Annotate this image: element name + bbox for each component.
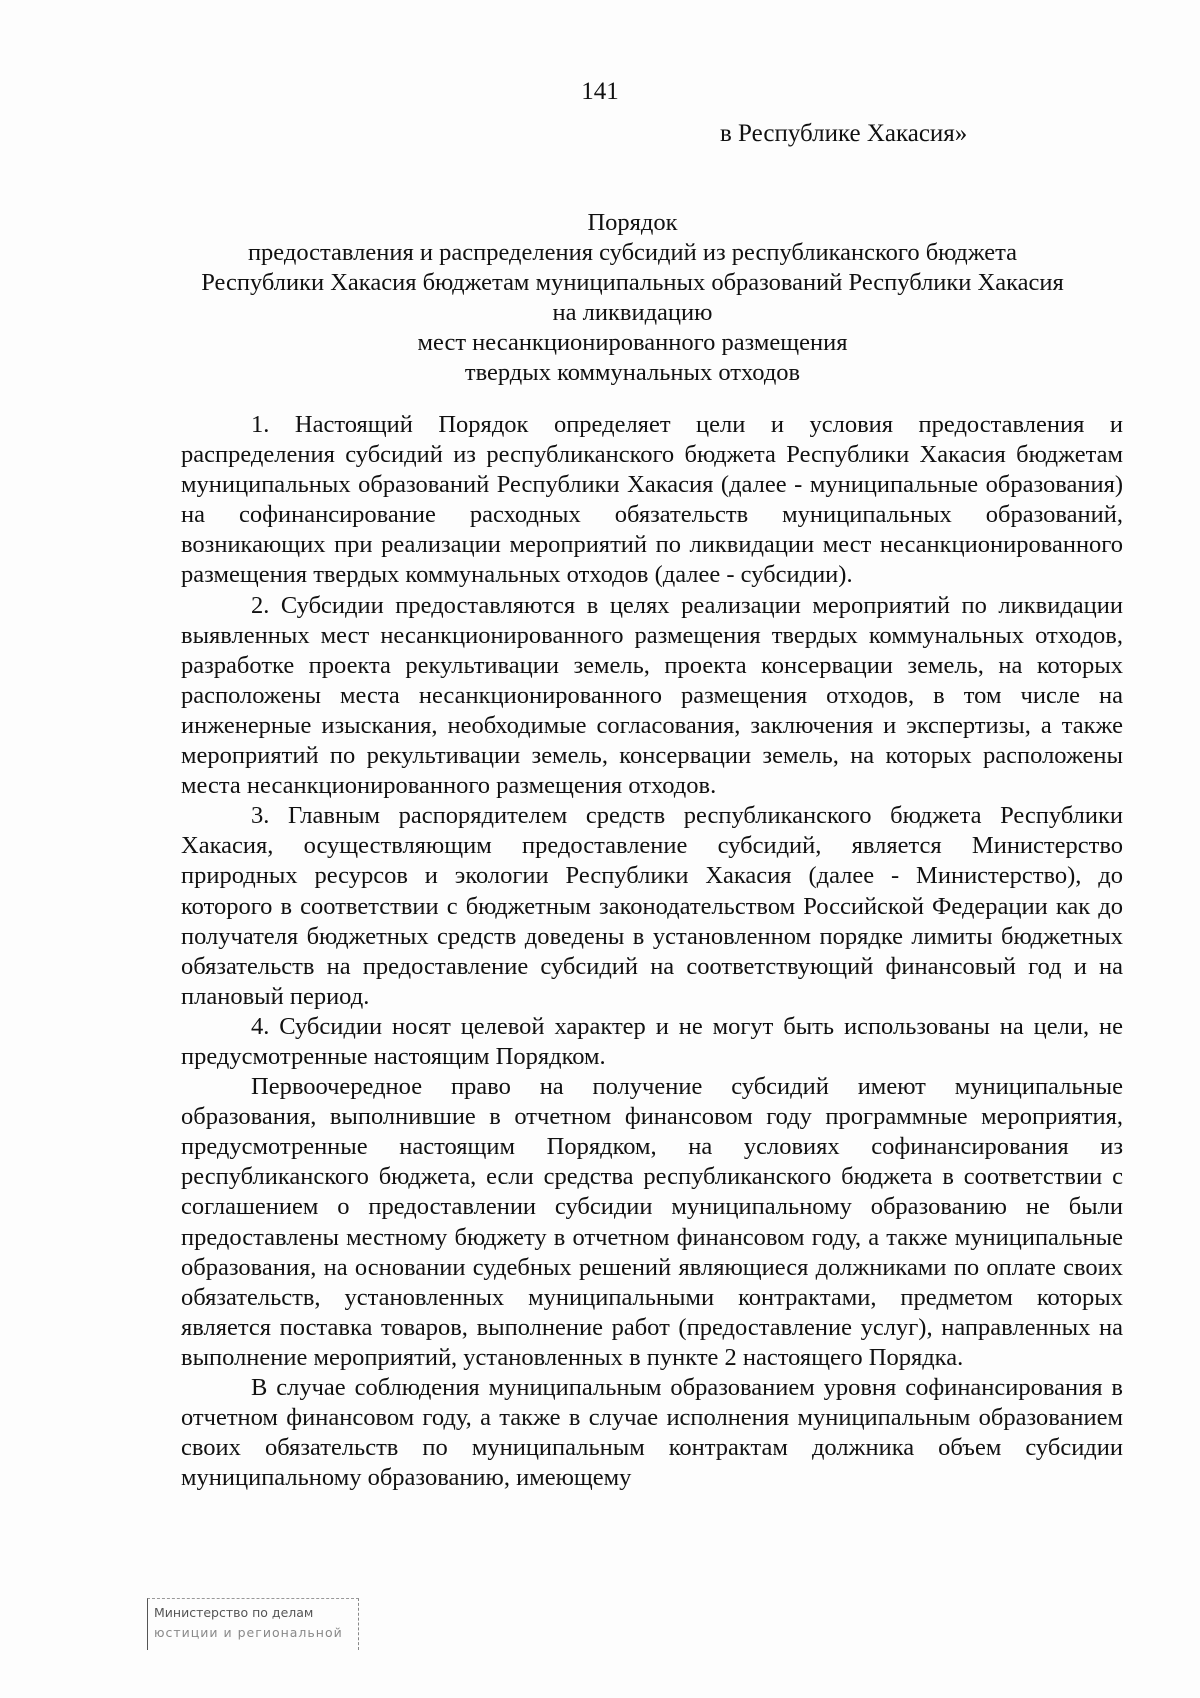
paragraph-5: Первоочередное право на получение субсидий имеют муниципальные образования, выполнившие в отчетном финансовом году программные мероприятия, предусмотренные настоящим Порядком, на условиях софинансирования из республиканского бюджета, если средства республиканского бюджета в соответствии с соглашением о предоставлении субсидии муниципальному образованию не были предоставлены местному бюджету в отчетном финансовом году, а также муниципальные образования, на основании судебных решений являющиеся должниками по оплате своих обязательств, установленных муниципальными контрактами, предметом которых является поставка товаров, выполнение работ (предоставление услуг), направленных на выполнение мероприятий, установленных в пункте 2 настоящего Порядка. (181, 1073, 1123, 1371)
header-continuation: в Республике Хакасия» (720, 120, 968, 147)
title-line: предоставления и распределения субсидий из республиканского бюджета (247, 239, 1018, 266)
title-line: твердых коммунальных отходов (464, 359, 801, 386)
page-number: 141 (581, 78, 619, 105)
title-line: Республики Хакасия бюджетам муниципальных образований Республики Хакасия (201, 269, 1064, 296)
stamp-line: юстиции и региональной (154, 1625, 343, 1640)
title-line: мест несанкционированного размещения (417, 329, 848, 356)
document-body (181, 410, 1123, 1493)
paragraph-6: В случае соблюдения муниципальным образованием уровня софинансирования в отчетном финансовом году, а также в случае исполнения муниципальным образованием своих обязательств по муниципальным контрактам должника объем субсидии муниципальному образованию, имеющему (181, 1374, 1123, 1492)
stamp-line: Министерство по делам (154, 1605, 314, 1620)
paragraph-1: 1. Настоящий Порядок определяет цели и условия предоставления и распределения субсидий из республиканского бюджета Республики Хакасия бюджетам муниципальных образований Республики Хакасия (далее - муниципальные образования) на софинансирование расходных обязательств муниципальных образований, возникающих при реализации мероприятий по ликвидации мест несанкционированного размещения твердых коммунальных отходов (далее - субсидии). (181, 411, 1123, 589)
paragraph-3: 3. Главным распорядителем средств республиканского бюджета Республики Хакасия, осуществляющим предоставление субсидий, является Министерство природных ресурсов и экологии Республики Хакасия (далее - Министерство), до которого в соответствии с бюджетным законодательством Российской Федерации как до получателя бюджетных средств доведены в установленном порядке лимиты бюджетных обязательств на предоставление субсидий на соответствующий финансовый год и на плановый период. (181, 802, 1123, 1010)
paragraph-2: 2. Субсидии предоставляются в целях реализации мероприятий по ликвидации выявленных мест несанкционированного размещения твердых коммунальных отходов, разработке проекта рекультивации земель, проекта консервации земель, на которых расположены места несанкционированного размещения отходов, в том числе на инженерные изыскания, необходимые согласования, заключения и экспертизы, а также мероприятий по рекультивации земель, консервации земель, на которых расположены места несанкционированного размещения отходов. (181, 591, 1123, 800)
title-line: Порядок (587, 209, 678, 236)
document-title (140, 208, 1125, 388)
title-line: на ликвидацию (552, 299, 713, 326)
ministry-stamp (147, 1598, 359, 1650)
paragraph-4: 4. Субсидии носят целевой характер и не могут быть использованы на цели, не предусмотренные настоящим Порядком. (181, 1012, 1123, 1070)
